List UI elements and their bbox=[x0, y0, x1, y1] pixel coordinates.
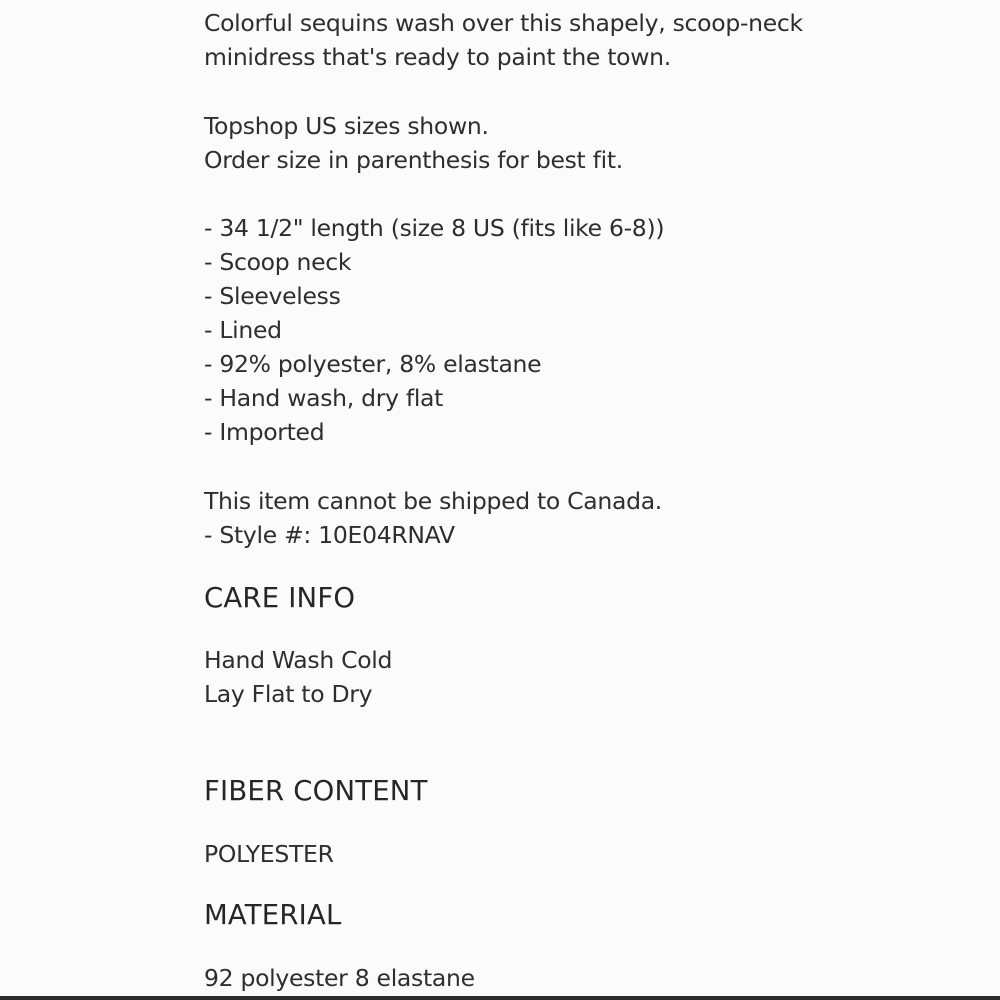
shipping-note: This item cannot be shipped to Canada. bbox=[204, 487, 662, 515]
detail-item-care: - Hand wash, dry flat bbox=[204, 384, 444, 412]
detail-item-fabric: - 92% polyester, 8% elastane bbox=[204, 350, 542, 378]
bottom-divider bbox=[0, 996, 1000, 1000]
fiber-content-heading: FIBER CONTENT bbox=[204, 775, 428, 807]
fiber-content-value: POLYESTER bbox=[204, 840, 334, 868]
care-info-heading: CARE INFO bbox=[204, 582, 356, 614]
detail-item-length: - 34 1/2" length (size 8 US (fits like 6-8)) bbox=[204, 214, 665, 242]
care-info-line-2: Lay Flat to Dry bbox=[204, 680, 373, 708]
material-value: 92 polyester 8 elastane bbox=[204, 964, 475, 992]
detail-item-neck: - Scoop neck bbox=[204, 248, 352, 276]
care-info-line-1: Hand Wash Cold bbox=[204, 646, 393, 674]
detail-item-lining: - Lined bbox=[204, 316, 282, 344]
description-intro-line-2: minidress that's ready to paint the town. bbox=[204, 43, 671, 71]
style-number: - Style #: 10E04RNAV bbox=[204, 521, 455, 549]
description-intro-line-1: Colorful sequins wash over this shapely, scoop-neck bbox=[204, 9, 803, 37]
detail-item-origin: - Imported bbox=[204, 418, 325, 446]
material-heading: MATERIAL bbox=[204, 899, 342, 931]
size-note-line-1: Topshop US sizes shown. bbox=[204, 112, 489, 140]
detail-item-sleeves: - Sleeveless bbox=[204, 282, 341, 310]
size-note-line-2: Order size in parenthesis for best fit. bbox=[204, 146, 623, 174]
